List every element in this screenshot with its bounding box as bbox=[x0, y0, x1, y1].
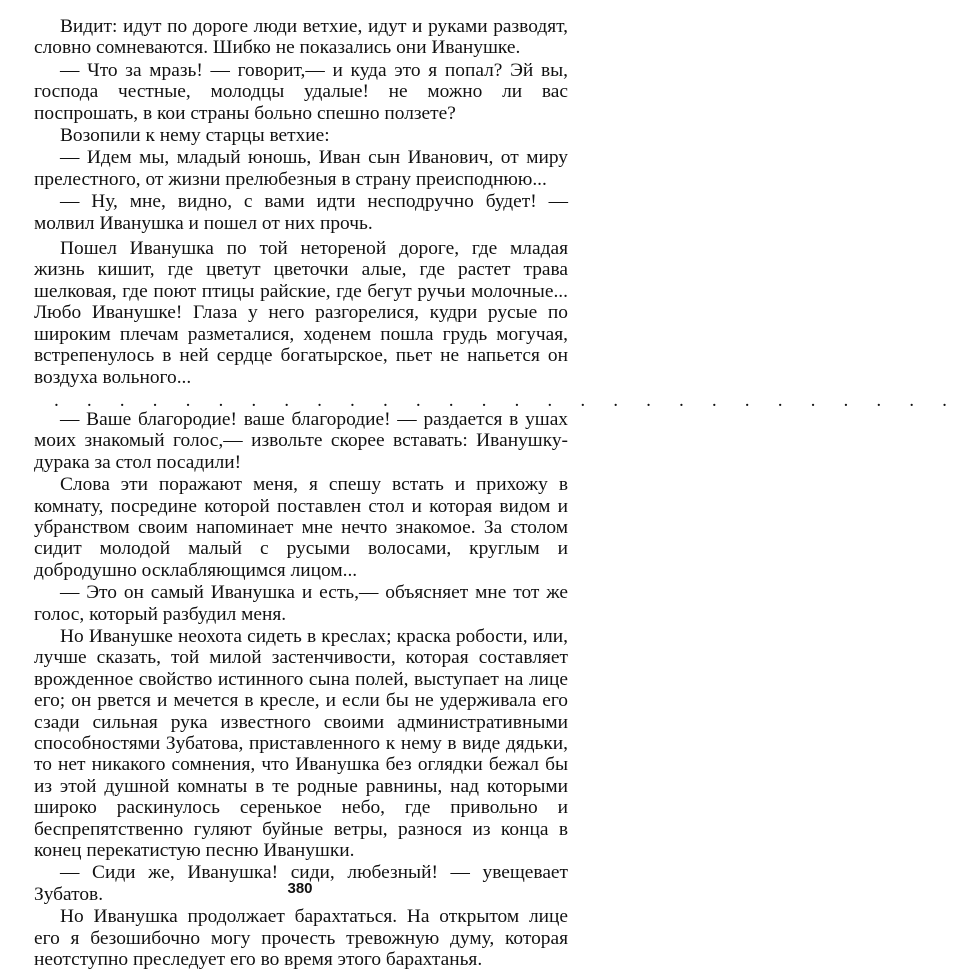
paragraph: Но Иванушке неохота сидеть в креслах; краска робости, или, лучше сказать, той милой застенчивости, которая составляет врожденное свойство истинного сына полей, выступает на лице его; он рвется и мечется в кресле, и если бы не удерживала его сзади сильная рука известного своими административными способностями Зубатова, приставленного к нему в виде дядьки, то нет никакого сомнения, что Иванушка без оглядки бежал бы из этой душной комнаты в те родные равнины, над которыми широко раскинулось серенькое небо, где привольно и беспрепятственно гуляют буйные ветры, разнося из конца в конец перекатистую песню Иванушки. bbox=[34, 625, 568, 862]
paragraph: — Сиди же, Иванушка! сиди, любезный! — увещевает Зубатов. bbox=[34, 862, 568, 905]
paragraph: — Что за мразь! — говорит,— и куда это я попал? Эй вы, господа честные, молодцы удалые! не можно ли вас поспрошать, в кои страны больно спешно ползете? bbox=[34, 59, 568, 124]
paragraph: Но Иванушка продолжает барахтаться. На открытом лице его я безошибочно могу прочесть тревожную думу, которая неотступно преследует его во время этого барахтанья. bbox=[34, 906, 568, 971]
paragraph: — Ваше благородие! ваше благородие! — раздается в ушах моих знакомый голос,— извольте скорее вставать: Иванушку-дурака за стол посадили! bbox=[34, 408, 568, 473]
page-number: 380 bbox=[287, 880, 313, 897]
paragraph: — Идем мы, младый юношь, Иван сын Иванович, от миру прелестного, от жизни прелюбезныя в страну преисподнюю... bbox=[34, 147, 568, 190]
page-text-block bbox=[34, 16, 959, 971]
paragraph: Видит: идут по дороге люди ветхие, идут и руками разводят, словно сомневаются. Шибко не показались они Иванушке. bbox=[34, 16, 568, 59]
paragraph: — Ну, мне, видно, с вами идти несподручно будет! — молвил Иванушка и пошел от них прочь. bbox=[34, 191, 568, 234]
paragraph: — Это он самый Иванушка и есть,— объясняет мне тот же голос, который разбудил меня. bbox=[34, 582, 568, 625]
paragraph: Возопили к нему старцы ветхие: bbox=[60, 125, 330, 147]
paragraph: Слова эти поражают меня, я спешу встать и прихожу в комнату, посредине которой поставлен стол и которая видом и убранством своим напоминает мне нечто знакомое. За столом сидит молодой малый с русыми волосами, круглым и добродушно осклабляющимся лицом... bbox=[34, 474, 568, 581]
paragraph: Пошел Иванушка по той нетореной дороге, где младая жизнь кишит, где цветут цветочки алые, где растет трава шелковая, где поют птицы райские, где бегут ручьи молочные... Любо Иванушке! Глаза у него разгорелися, кудри русые по широким плечам разметалися, ходенем пошла грудь могучая, встрепенулось в ней сердце богатырское, пьет не напьется он воздуха вольного... bbox=[34, 238, 568, 388]
section-separator: . . . . . . . . . . . . . . . . . . . . . . . . . . . . bbox=[54, 389, 959, 411]
